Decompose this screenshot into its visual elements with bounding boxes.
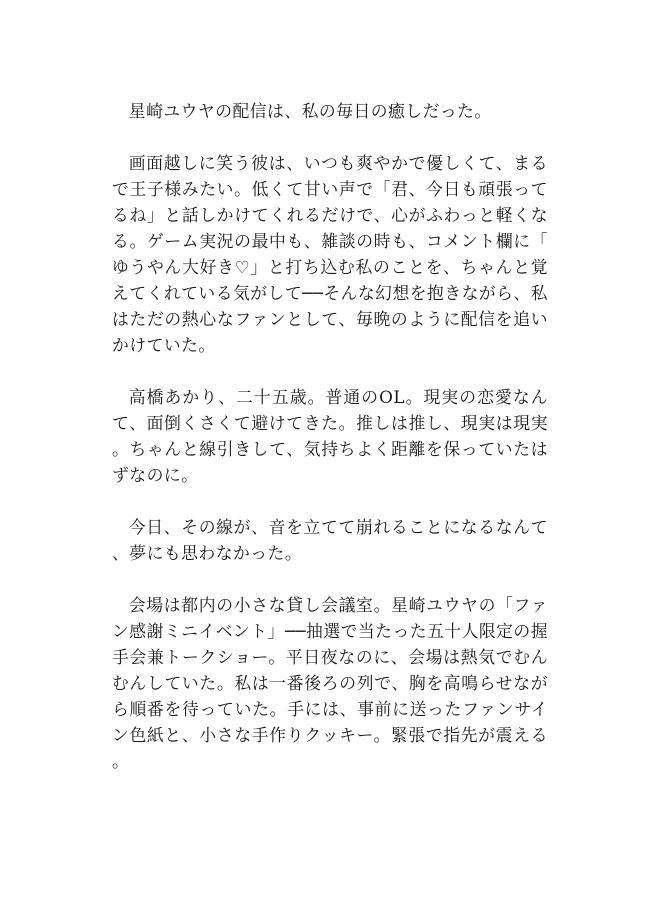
paragraph-5: 会場は都内の小さな貸し会議室。星崎ユウヤの「ファン感謝ミニイベント」──抽選で当たった五十人限定の握手会兼トークショー。平日夜なのに、会場は熱気でむんむんしていた。私は一番後ろの列で、胸を高鳴らせながら順番を待っていた。手には、事前に送ったファンサイン色紙と、小さな手作りクッキー。緊張で指先が震える。 <box>112 595 548 771</box>
paragraph-1: 星崎ユウヤの配信は、私の毎日の癒しだった。 <box>128 101 492 121</box>
paragraph-4: 今日、その線が、音を立てて崩れることになるなんて、夢にも思わなかった。 <box>112 517 548 563</box>
paragraph-3: 高橋あかり、二十五歳。普通のOL。現実の恋愛なんて、面倒くさくて避けてきた。推しは推し、現実は現実。ちゃんと線引きして、気持ちよく距離を保っていたはずなのに。 <box>112 387 548 485</box>
document-body <box>112 98 548 774</box>
paragraph-2: 画面越しに笑う彼は、いつも爽やかで優しくて、まるで王子様みたい。低くて甘い声で「君、今日も頑張ってるね」と話しかけてくれるだけで、心がふわっと軽くなる。ゲーム実況の最中も、雑談の時も、コメント欄に「ゆうやん大好き♡」と打ち込む私のことを、ちゃんと覚えてくれている気がして──そんな幻想を抱きながら、私はただの熱心なファンとして、毎晩のように配信を追いかけていた。 <box>112 153 548 355</box>
